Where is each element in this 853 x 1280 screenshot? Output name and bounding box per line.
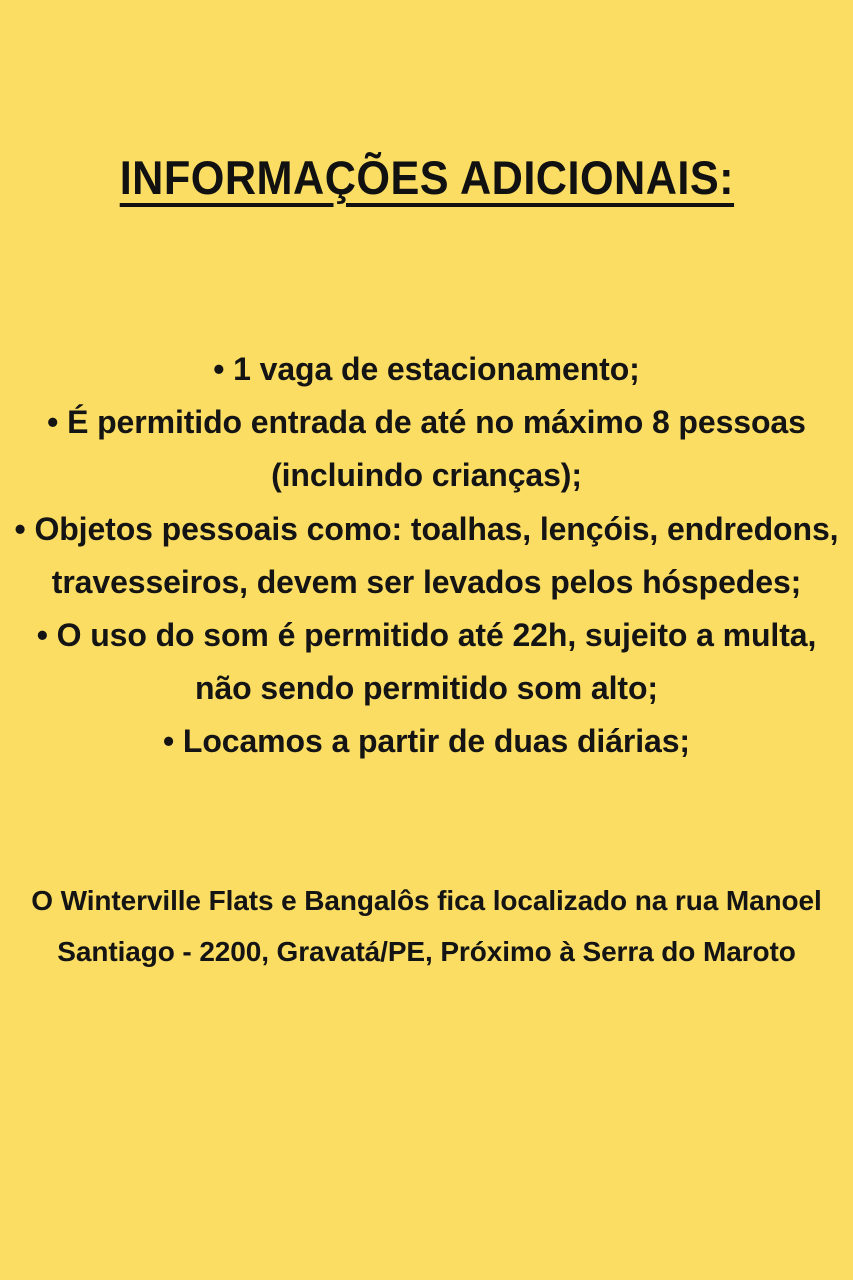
additional-info-list	[0, 343, 853, 768]
list-item: • 1 vaga de estacionamento;	[213, 351, 640, 388]
list-item: • É permitido entrada de até no máximo 8 pessoas (incluindo crianças);	[47, 404, 806, 494]
list-item: • Locamos a partir de duas diárias;	[163, 722, 690, 759]
location-footer: O Winterville Flats e Bangalôs fica localizado na rua Manoel Santiago - 2200, Gravatá/PE, Próximo à Serra do Maroto	[31, 885, 822, 967]
list-item: • Objetos pessoais como: toalhas, lençóis, endredons, travesseiros, devem ser levados pelos hóspedes;	[14, 510, 839, 600]
page-title: INFORMAÇÕES ADICIONAIS:	[119, 151, 734, 204]
list-item: • O uso do som é permitido até 22h, sujeito a multa, não sendo permitido som alto;	[36, 616, 817, 706]
